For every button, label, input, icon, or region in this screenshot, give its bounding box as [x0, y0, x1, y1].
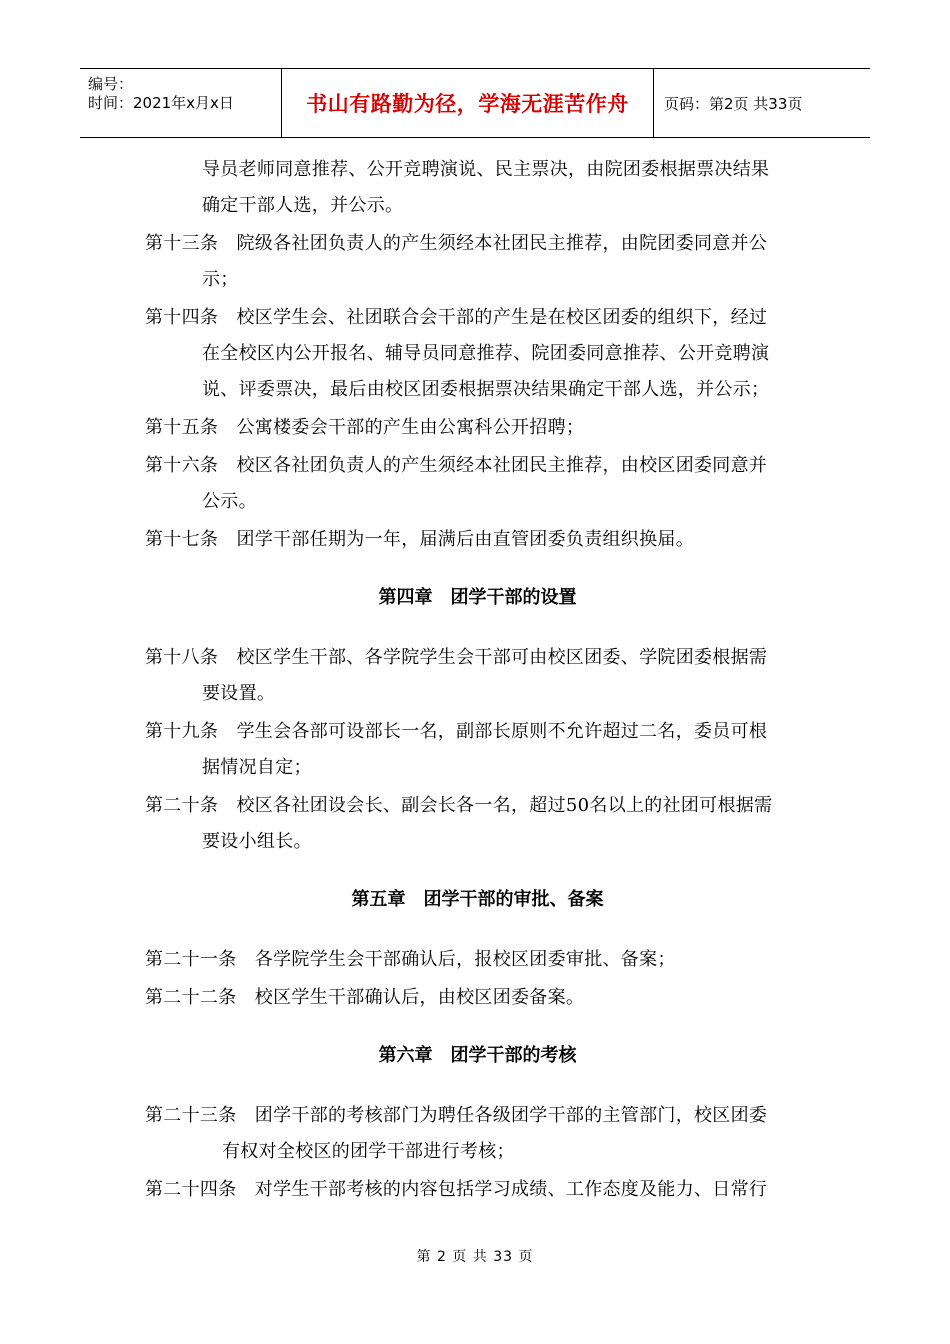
article-18 — [145, 640, 810, 712]
text-line: 第二十一条 各学院学生会干部确认后，报校区团委审批、备案； — [145, 949, 676, 970]
header-page-info: 页码：第2页 共33页 — [664, 94, 803, 113]
text-line: 公示。 — [202, 491, 257, 512]
article-16 — [145, 448, 810, 520]
document-number-label: 编号： — [88, 75, 134, 93]
header-meta — [80, 69, 282, 137]
chapter-4-heading: 第四章 团学干部的设置 — [378, 587, 577, 608]
text-line: 第十三条 院级各社团负责人的产生须经本社团民主推荐，由院团委同意并公 — [145, 233, 768, 254]
continuation-paragraph — [145, 152, 810, 224]
article-14 — [145, 300, 810, 408]
article-21 — [145, 942, 810, 978]
header-motto: 书山有路勤为径，学海无涯苦作舟 — [282, 69, 654, 137]
chapter-6-heading: 第六章 团学干部的考核 — [378, 1045, 577, 1066]
text-line: 第十七条 团学干部任期为一年，届满后由直管团委负责组织换届。 — [145, 529, 694, 550]
article-22 — [145, 980, 810, 1016]
text-line: 第二十三条 团学干部的考核部门为聘任各级团学干部的主管部门，校区团委 — [145, 1105, 768, 1126]
article-15 — [145, 410, 810, 446]
text-line: 有权对全校区的团学干部进行考核； — [222, 1141, 515, 1162]
page-header — [80, 68, 870, 138]
text-line: 在全校区内公开报名、辅导员同意推荐、院团委同意推荐、公开竞聘演 — [202, 343, 770, 364]
text-line: 第十六条 校区各社团负责人的产生须经本社团民主推荐，由校区团委同意并 — [145, 455, 768, 476]
text-line: 导员老师同意推荐、公开竞聘演说、民主票决，由院团委根据票决结果 — [202, 159, 770, 180]
text-line: 确定干部人选，并公示。 — [202, 195, 404, 216]
text-line: 第二十四条 对学生干部考核的内容包括学习成绩、工作态度及能力、日常行 — [145, 1179, 768, 1200]
article-23 — [145, 1098, 810, 1170]
text-line: 第二十二条 校区学生干部确认后，由校区团委备案。 — [145, 987, 585, 1008]
document-body — [145, 152, 810, 1210]
text-line: 第十八条 校区学生干部、各学院学生会干部可由校区团委、学院团委根据需 — [145, 647, 768, 668]
article-17 — [145, 522, 810, 558]
text-line: 要设置。 — [202, 683, 276, 704]
page-footer: 第 2 页 共 33 页 — [416, 1249, 534, 1265]
article-19 — [145, 714, 810, 786]
chapter-5-heading: 第五章 团学干部的审批、备案 — [351, 889, 604, 910]
text-line: 第十四条 校区学生会、社团联合会干部的产生是在校区团委的组织下，经过 — [145, 307, 768, 328]
article-24 — [145, 1172, 810, 1208]
text-line: 要设小组长。 — [202, 831, 312, 852]
text-line: 第十九条 学生会各部可设部长一名，副部长原则不允许超过二名，委员可根 — [145, 721, 768, 742]
article-13 — [145, 226, 810, 298]
article-20 — [145, 788, 810, 860]
text-line: 示； — [202, 269, 239, 290]
text-line: 说、评委票决，最后由校区团委根据票决结果确定干部人选，并公示； — [202, 379, 770, 400]
text-line: 第二十条 校区各社团设会长、副会长各一名，超过50名以上的社团可根据需 — [145, 795, 773, 816]
text-line: 据情况自定； — [202, 757, 312, 778]
document-time-label: 时间：2021年x月x日 — [88, 94, 234, 112]
text-line: 第十五条 公寓楼委会干部的产生由公寓科公开招聘； — [145, 417, 585, 438]
